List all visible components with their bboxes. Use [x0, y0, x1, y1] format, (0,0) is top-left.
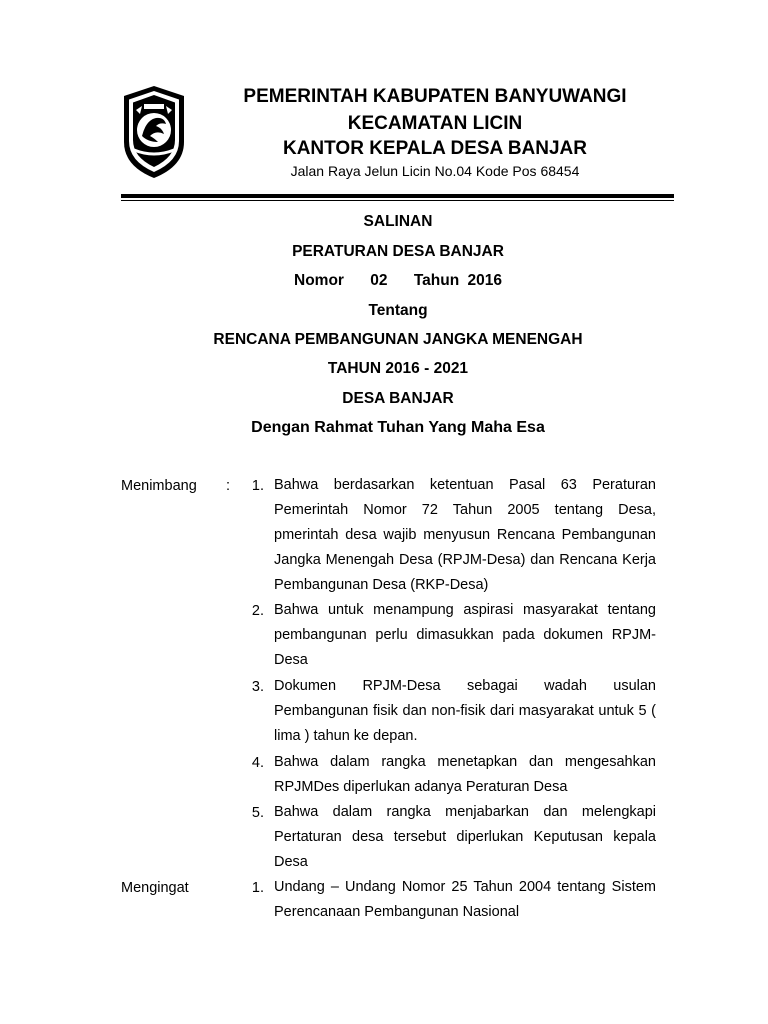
subject-heading: RENCANA PEMBANGUNAN JANGKA MENENGAH: [213, 331, 583, 348]
menimbang-item-number: 3.: [251, 679, 264, 695]
village-heading: DESA BANJAR: [342, 390, 454, 407]
mengingat-item-text: Undang – Undang Nomor 25 Tahun 2004 tentang Sistem Perencanaan Pembangunan Nasional: [274, 879, 656, 920]
menimbang-item-text: Dokumen RPJM-Desa sebagai wadah usulan Pembangunan fisik dan non-fisik dari masyarakat untuk 5 ( lima ) tahun ke depan.: [274, 678, 656, 744]
letterhead-address: Jalan Raya Jelun Licin No.04 Kode Pos 68454: [290, 163, 580, 179]
menimbang-item-text: Bahwa berdasarkan ketentuan Pasal 63 Peraturan Pemerintah Nomor 72 Tahun 2005 tentang Desa, pmerintah desa wajib menyusun Rencana Pembangunan Jangka Menengah Desa (RPJM-Desa) dan Rencana Kerja Pembangunan Desa (RKP-Desa): [274, 477, 656, 593]
regulation-heading: PERATURAN DESA BANJAR: [292, 243, 504, 260]
letterhead-office: KANTOR KEPALA DESA BANJAR: [282, 138, 588, 159]
mengingat-item-number: 1.: [251, 880, 264, 896]
menimbang-item-number: 2.: [251, 603, 264, 619]
menimbang-label: Menimbang: [121, 478, 197, 494]
regulation-number: 02: [370, 272, 388, 289]
year-label: Tahun: [413, 272, 460, 289]
mengingat-label: Mengingat: [121, 880, 189, 896]
about-heading: Tentang: [368, 302, 428, 319]
number-label: Nomor: [294, 272, 344, 289]
menimbang-item-number: 4.: [251, 755, 264, 771]
blessing-heading: Dengan Rahmat Tuhan Yang Maha Esa: [251, 419, 545, 436]
copy-heading: SALINAN: [363, 213, 433, 230]
letterhead-government: PEMERINTAH KABUPATEN BANYUWANGI: [243, 86, 627, 107]
menimbang-item-text: Bahwa dalam rangka menjabarkan dan melengkapi Pertaturan desa tersebut diperlukan Keputusan kepala Desa: [274, 804, 656, 870]
banyuwangi-regency-emblem-icon: [120, 84, 188, 180]
menimbang-item-number: 1.: [251, 478, 264, 494]
menimbang-item-text: Bahwa untuk menampung aspirasi masyarakat tentang pembangunan perlu dimasukkan pada dokumen RPJM-Desa: [274, 602, 656, 668]
letterhead-divider-thin: [121, 200, 674, 201]
regulation-year: 2016: [467, 272, 502, 289]
letterhead-district: KECAMATAN LICIN: [347, 113, 523, 134]
menimbang-item-text: Bahwa dalam rangka menetapkan dan mengesahkan RPJMDes diperlukan adanya Peraturan Desa: [274, 754, 656, 795]
menimbang-colon: :: [226, 478, 231, 494]
menimbang-item-number: 5.: [251, 805, 264, 821]
regulation-number-line: [100, 272, 696, 290]
letterhead-divider-thick: [121, 194, 674, 198]
period-heading: TAHUN 2016 - 2021: [327, 360, 469, 377]
